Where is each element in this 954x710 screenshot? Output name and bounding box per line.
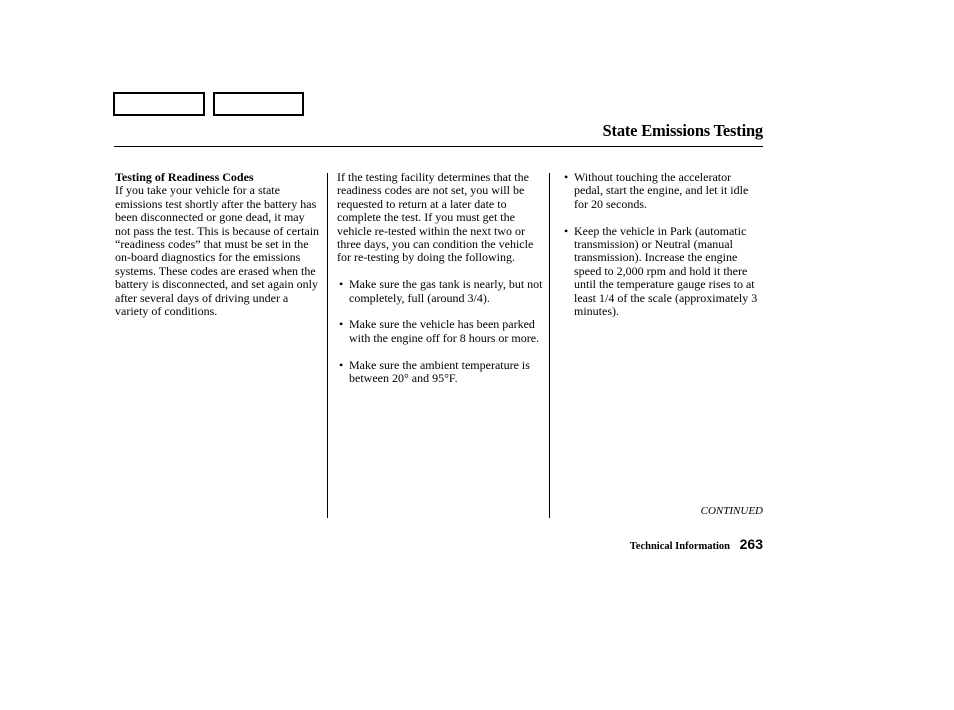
bullet-icon: •	[564, 223, 569, 238]
body-paragraph: If the testing facility determines that the readiness codes are not set, you will be requested to return at a later date to complete the test. If you must get the vehicle re-tested within the next two or three days, you can condition the vehicle for re-testing by doing the following.	[337, 170, 534, 265]
list-item-text: Make sure the ambient temperature is between 20° and 95°F.	[349, 357, 530, 386]
list-item-text: Make sure the vehicle has been parked with the engine off for 8 hours or more.	[349, 317, 540, 345]
column-divider	[327, 173, 328, 518]
bullet-list	[562, 171, 762, 318]
bullet-list	[337, 278, 543, 385]
body-paragraph: If you take your vehicle for a state emissions test shortly after the battery has been disconnected or gone dead, it may not pass the test. This is because of certain “readiness codes” that must be set in the on-board diagnostics for the emissions systems. These codes are erased when the battery is disconnected, and set again only after several days of driving under a variety of conditions.	[115, 183, 320, 319]
page-number: 263	[739, 536, 763, 552]
bullet-icon: •	[564, 170, 569, 184]
list-item	[337, 318, 543, 345]
list-item-text: Keep the vehicle in Park (automatic transmission) or Neutral (manual transmission). Increase the engine speed to 2,000 rpm and hold it there until the temperature gauge rises to at least 1/4 of the scale (approximately 3 minutes).	[574, 223, 758, 319]
section-heading: Testing of Readiness Codes	[115, 170, 254, 184]
text-column-1	[115, 171, 320, 318]
page-title: State Emissions Testing	[602, 121, 763, 140]
title-divider	[114, 146, 763, 147]
continued-label: CONTINUED	[700, 505, 763, 517]
list-item-text: Make sure the gas tank is nearly, but not completely, full (around 3/4).	[349, 277, 543, 305]
bullet-icon: •	[339, 357, 344, 372]
list-item	[337, 359, 543, 386]
list-item	[562, 171, 762, 211]
bullet-icon: •	[339, 277, 344, 292]
section-tab-box	[113, 92, 205, 116]
bullet-icon: •	[339, 317, 344, 332]
column-divider	[549, 173, 550, 518]
footer-section-name: Technical Information	[629, 541, 730, 552]
text-column-2	[337, 171, 543, 385]
list-item	[562, 225, 762, 319]
text-column-3	[562, 171, 762, 318]
list-item	[337, 278, 543, 305]
list-item-text: Without touching the accelerator pedal, start the engine, and let it idle for 20 seconds.	[574, 170, 749, 211]
section-tab-box	[213, 92, 304, 116]
